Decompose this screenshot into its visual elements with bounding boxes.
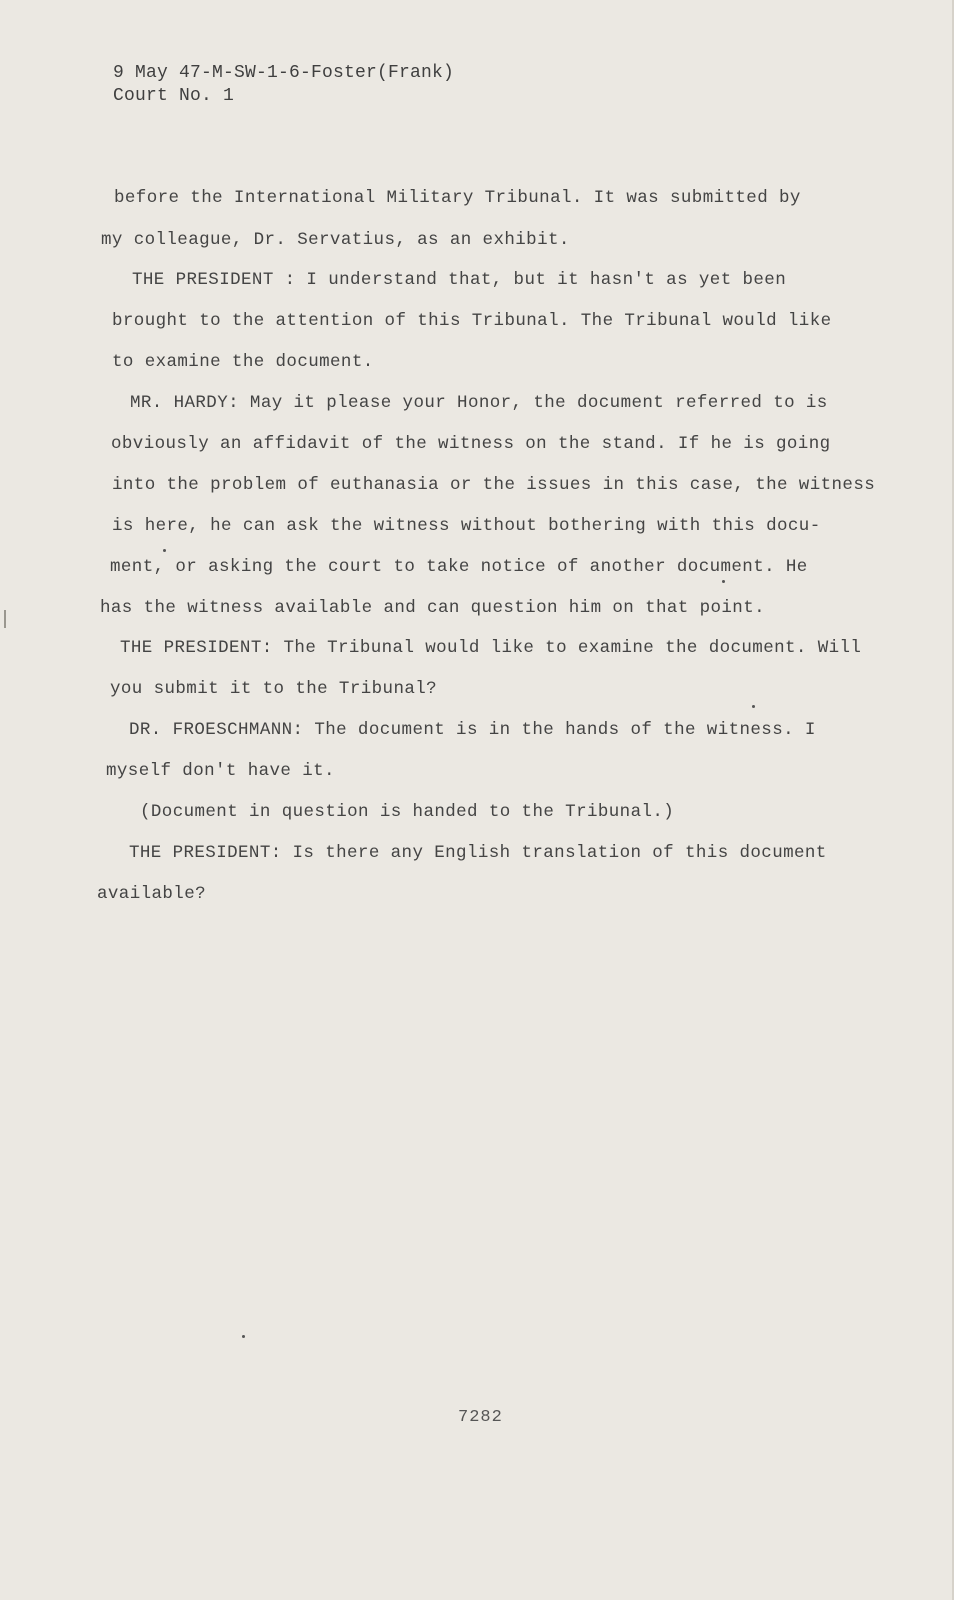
text-line-7: obviously an affidavit of the witness on the stand. If he is going (111, 434, 831, 454)
text-line-18: available? (97, 884, 207, 904)
header-line-court: Court No. 1 (113, 86, 235, 106)
text-line-4: brought to the attention of this Tribunal. The Tribunal would like (112, 311, 832, 331)
header-line-date-id: 9 May 47-M-SW-1-6-Foster(Frank) (113, 63, 455, 83)
text-line-17: THE PRESIDENT: Is there any English translation of this document (129, 843, 827, 863)
text-line-9: is here, he can ask the witness without bothering with this docu- (112, 516, 821, 536)
ink-speck (163, 549, 166, 552)
text-line-6: MR. HARDY: May it please your Honor, the document referred to is (130, 393, 828, 413)
ink-speck (722, 580, 725, 583)
text-line-11: has the witness available and can question him on that point. (100, 598, 766, 618)
text-line-3: THE PRESIDENT : I understand that, but it hasn't as yet been (132, 270, 787, 290)
page-number: 7282 (458, 1408, 503, 1427)
text-line-16: (Document in question is handed to the Tribunal.) (140, 802, 675, 822)
document-header (113, 62, 454, 108)
text-line-13: you submit it to the Tribunal? (110, 679, 438, 699)
ink-speck (242, 1335, 245, 1338)
ink-speck (752, 705, 755, 708)
text-line-5: to examine the document. (112, 352, 374, 372)
text-line-1: before the International Military Tribunal. It was submitted by (114, 188, 801, 208)
edge-mark (4, 610, 6, 628)
text-line-8: into the problem of euthanasia or the issues in this case, the witness (112, 475, 876, 495)
text-line-10: ment, or asking the court to take notice of another document. He (110, 557, 808, 577)
text-line-12: THE PRESIDENT: The Tribunal would like to examine the document. Will (120, 638, 862, 658)
text-line-15: myself don't have it. (106, 761, 335, 781)
text-line-14: DR. FROESCHMANN: The document is in the hands of the witness. I (129, 720, 816, 740)
text-line-2: my colleague, Dr. Servatius, as an exhibit. (101, 230, 570, 250)
